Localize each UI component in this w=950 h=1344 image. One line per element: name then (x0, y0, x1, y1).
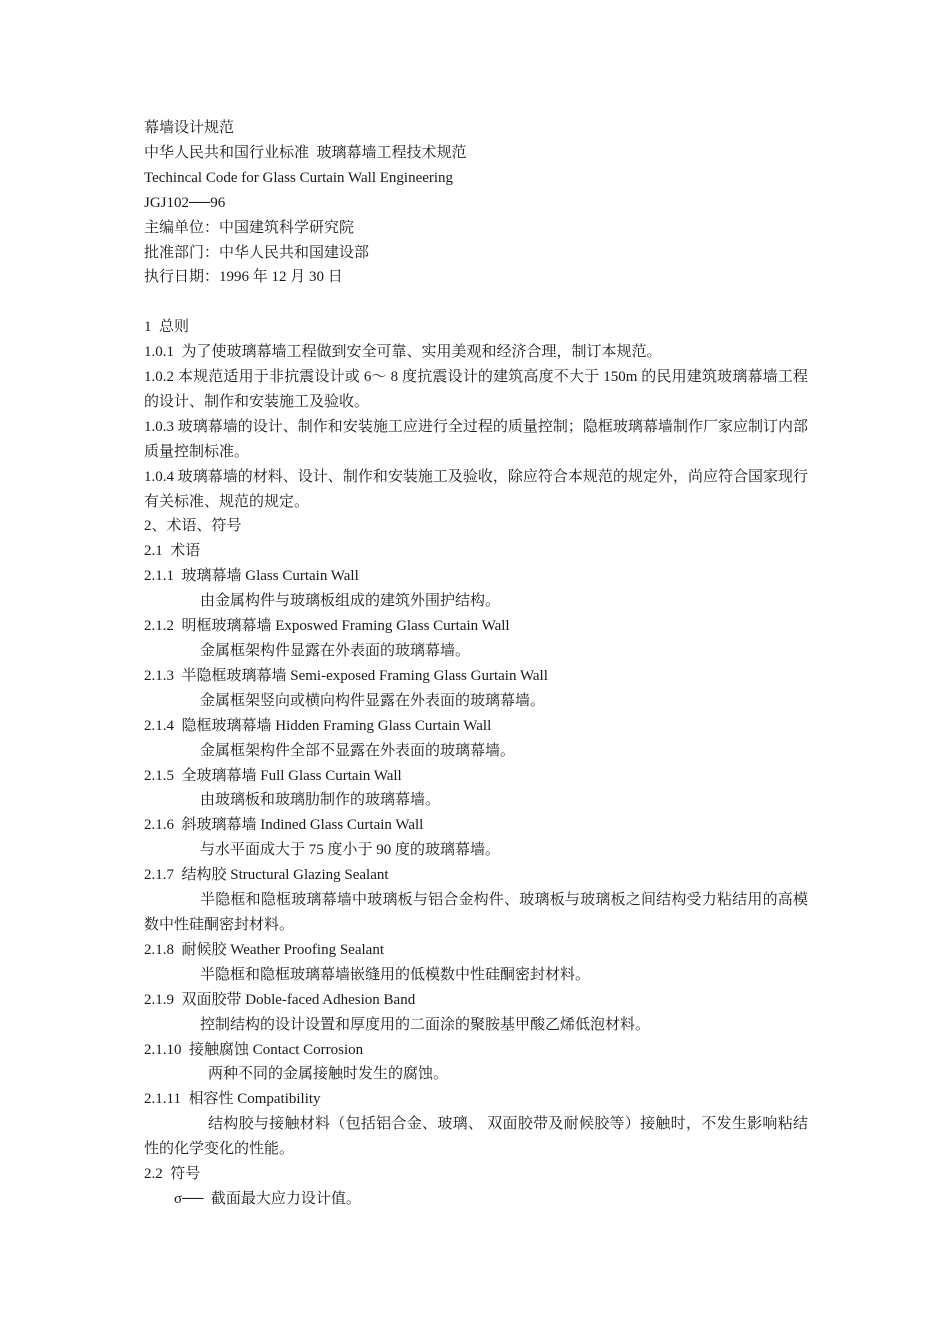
doc-code: JGJ102──96 (144, 194, 226, 211)
term-heading: 2.1.9 双面胶带 Doble-faced Adhesion Band (144, 991, 416, 1008)
subsection-heading: 2.1 术语 (144, 543, 201, 560)
term-heading: 2.1.6 斜玻璃幕墙 Indined Glass Curtain Wall (144, 817, 424, 834)
term-heading: 2.1.7 结构胶 Structural Glazing Sealant (144, 867, 389, 884)
term-definition: 金属框架构件显露在外表面的玻璃幕墙。 (200, 643, 471, 660)
term-definition: 由玻璃板和玻璃肋制作的玻璃幕墙。 (200, 792, 441, 809)
spacer (144, 290, 808, 315)
clause-1-0-4: 1.0.4 玻璃幕墙的材料、设计、制作和安装施工及验收，除应符合本规范的规定外，尚应符合国家现行有关标准、规范的规定。 (144, 468, 808, 510)
term-heading: 2.1.8 耐候胶 Weather Proofing Sealant (144, 941, 384, 958)
term-heading: 2.1.4 隐框玻璃幕墙 Hidden Framing Glass Curtain Wall (144, 717, 492, 734)
subsection-heading: 2.2 符号 (144, 1166, 201, 1183)
section-heading: 2、术语、符号 (144, 518, 242, 535)
term-heading: 2.1.2 明框玻璃幕墙 Exposwed Framing Glass Curtain Wall (144, 618, 510, 635)
symbol-definition: σ── 截面最大应力设计值。 (174, 1190, 361, 1207)
term-definition: 结构胶与接触材料（包括铝合金、玻璃、 双面胶带及耐候胶等）接触时，不发生影响粘结性的化学变化的性能。 (144, 1116, 808, 1158)
term-definition: 由金属构件与玻璃板组成的建筑外围护结构。 (200, 593, 501, 610)
doc-title: 幕墙设计规范 (144, 120, 235, 136)
term-definition: 金属框架构件全部不显露在外表面的玻璃幕墙。 (200, 742, 516, 759)
term-heading: 2.1.5 全玻璃幕墙 Full Glass Curtain Wall (144, 767, 402, 784)
doc-effective-date: 执行日期：1996 年 12 月 30 日 (144, 269, 343, 286)
term-heading: 2.1.10 接触腐蚀 Contact Corrosion (144, 1041, 364, 1058)
term-definition: 与水平面成大于 75 度小于 90 度的玻璃幕墙。 (200, 842, 501, 859)
clause-1-0-1: 1.0.1 为了使玻璃幕墙工程做到安全可靠、实用美观和经济合理，制订本规范。 (144, 344, 662, 361)
doc-approver: 批准部门：中华人民共和国建设部 (144, 244, 370, 261)
term-heading: 2.1.1 玻璃幕墙 Glass Curtain Wall (144, 568, 359, 585)
doc-editor: 主编单位：中国建筑科学研究院 (144, 219, 355, 236)
clause-1-0-2: 1.0.2 本规范适用于非抗震设计或 6～ 8 度抗震设计的建筑高度不大于 150m 的民用建筑玻璃幕墙工程的设计、制作和安装施工及验收。 (144, 369, 808, 410)
document-page (144, 116, 808, 1212)
section-heading: 1 总则 (144, 319, 190, 336)
term-definition: 控制结构的设计设置和厚度用的二面涂的聚胺基甲酸乙烯低泡材料。 (200, 1016, 651, 1033)
term-heading: 2.1.11 相容性 Compatibility (144, 1091, 321, 1108)
term-definition: 两种不同的金属接触时发生的腐蚀。 (208, 1066, 449, 1083)
clause-1-0-3: 1.0.3 玻璃幕墙的设计、制作和安装施工应进行全过程的质量控制；隐框玻璃幕墙制作厂家应制订内部质量控制标准。 (144, 418, 808, 460)
term-definition: 半隐框和隐框玻璃幕墙中玻璃板与铝合金构件、玻璃板与玻璃板之间结构受力粘结用的高模数中性硅酮密封材料。 (144, 892, 808, 933)
term-heading: 2.1.3 半隐框玻璃幕墙 Semi-exposed Framing Glass Gurtain Wall (144, 667, 548, 684)
doc-english-title: Techincal Code for Glass Curtain Wall Engineering (144, 169, 454, 186)
term-definition: 金属框架竖向或横向构件显露在外表面的玻璃幕墙。 (200, 692, 546, 709)
term-definition: 半隐框和隐框玻璃幕墙嵌缝用的低模数中性硅酮密封材料。 (200, 966, 591, 983)
doc-subtitle: 中华人民共和国行业标准 玻璃幕墙工程技术规范 (144, 144, 467, 161)
